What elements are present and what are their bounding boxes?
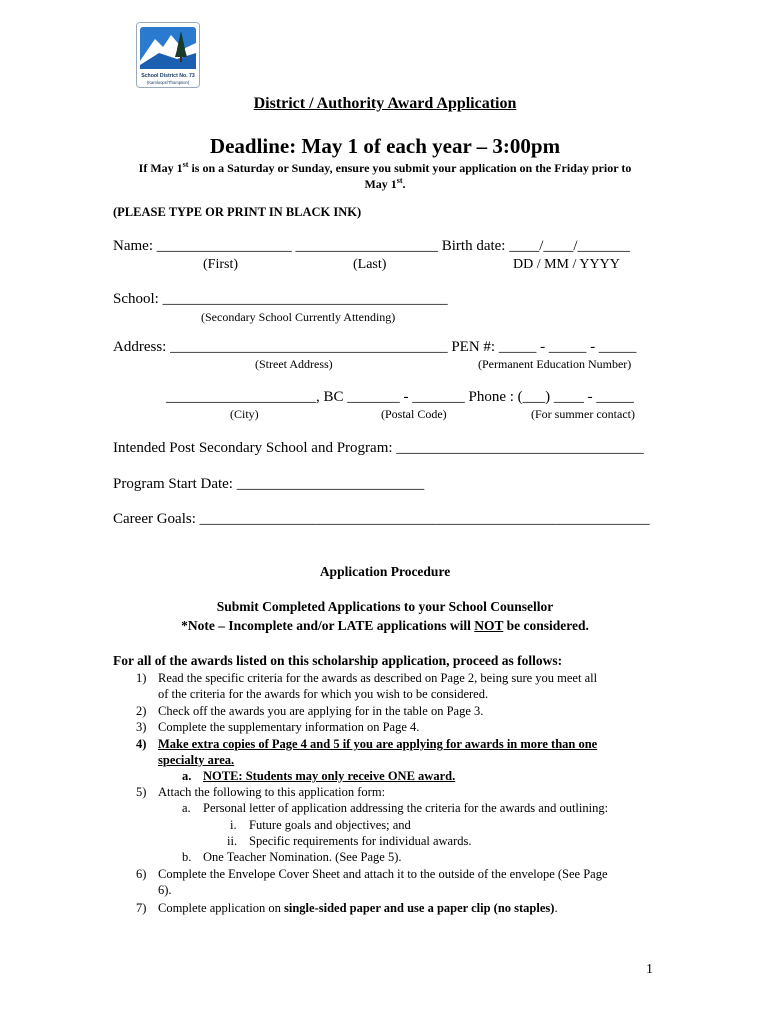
step-text: Attach the following to this application form:	[158, 785, 386, 799]
sub-sub-step-text: Future goals and objectives; and	[249, 818, 411, 832]
logo-subtitle: (Kamloops/Thompson)	[146, 80, 190, 85]
step-number: 6)	[136, 867, 147, 881]
street-address-label: (Street Address)	[255, 357, 333, 371]
step-text: Complete application on single-sided paper and use a paper clip (no staples).	[158, 901, 558, 915]
intended-program-field[interactable]: Intended Post Secondary School and Program: _________________________________	[113, 440, 644, 456]
career-goals-field[interactable]: Career Goals: ____________________________________________________________	[113, 511, 650, 527]
date-format-label: DD / MM / YYYY	[513, 257, 620, 272]
weekend-note-line2: May 1st.	[364, 176, 406, 191]
page-number: 1	[646, 962, 653, 977]
step-number: 3)	[136, 720, 147, 734]
school-sub-label: (Secondary School Currently Attending)	[201, 310, 396, 324]
ink-instruction: (PLEASE TYPE OR PRINT IN BLACK INK)	[113, 205, 362, 219]
step-text: of the criteria for the awards for which you wish to be considered.	[158, 687, 489, 701]
postal-code-label: (Postal Code)	[381, 407, 447, 421]
submit-instruction: Submit Completed Applications to your School Counsellor	[216, 599, 554, 614]
weekend-note-line1: If May 1st is on a Saturday or Sunday, ensure you submit your application on the Friday prior to	[138, 160, 632, 175]
sub-sub-step-numeral: ii.	[227, 834, 238, 848]
sub-step-text: Personal letter of application addressing the criteria for the awards and outlining:	[203, 801, 609, 815]
pen-label: (Permanent Education Number)	[478, 357, 632, 371]
step-text: Check off the awards you are applying for in the table on Page 3.	[158, 704, 484, 718]
step-text: Read the specific criteria for the awards as described on Page 2, being sure you meet all	[158, 671, 598, 685]
late-note: *Note – Incomplete and/or LATE applications will NOT be considered.	[181, 618, 589, 633]
step-text: Complete the supplementary information on Page 4.	[158, 720, 420, 734]
mountain-logo-icon	[137, 23, 199, 73]
step-number: 1)	[136, 671, 147, 685]
step-number: 2)	[136, 704, 147, 718]
step-text: 6).	[158, 883, 172, 897]
address-pen-field[interactable]: Address: _____________________________________ PEN #: _____ - _____ - _____	[113, 339, 637, 355]
deadline-heading: Deadline: May 1 of each year – 3:00pm	[209, 134, 561, 158]
program-start-date-field[interactable]: Program Start Date: _________________________	[113, 476, 425, 492]
step-number: 7)	[136, 901, 147, 915]
form-title: District / Authority Award Application	[253, 95, 517, 112]
procedure-heading: Application Procedure	[319, 564, 451, 579]
one-award-note: NOTE: Students may only receive ONE award.	[203, 769, 456, 783]
school-district-logo	[136, 22, 200, 88]
last-name-label: (Last)	[353, 257, 387, 272]
summer-contact-label: (For summer contact)	[531, 407, 635, 421]
step-text: Complete the Envelope Cover Sheet and attach it to the outside of the envelope (See Page	[158, 867, 608, 881]
sub-step-letter: b.	[182, 850, 192, 864]
step-text: specialty area.	[158, 753, 235, 767]
sub-step-letter: a.	[182, 801, 191, 815]
name-birthdate-field[interactable]: Name: __________________ ___________________ Birth date: ____/____/_______	[113, 238, 631, 254]
sub-step-letter: a.	[182, 769, 192, 783]
step-text: Make extra copies of Page 4 and 5 if you are applying for awards in more than one	[158, 737, 598, 751]
city-postal-phone-field[interactable]: ____________________, BC _______ - _______ Phone : (___) ____ - _____	[166, 389, 634, 405]
school-field[interactable]: School: ______________________________________	[113, 291, 448, 307]
step-number: 5)	[136, 785, 147, 799]
step-number: 4)	[136, 737, 147, 751]
logo-title: School District No. 73	[141, 73, 195, 79]
sub-sub-step-text: Specific requirements for individual awards.	[249, 834, 472, 848]
first-name-label: (First)	[203, 257, 238, 272]
sub-sub-step-numeral: i.	[230, 818, 237, 832]
sub-step-text: One Teacher Nomination. (See Page 5).	[203, 850, 402, 864]
for-all-heading: For all of the awards listed on this scholarship application, proceed as follows:	[113, 653, 563, 668]
city-label: (City)	[230, 407, 259, 421]
